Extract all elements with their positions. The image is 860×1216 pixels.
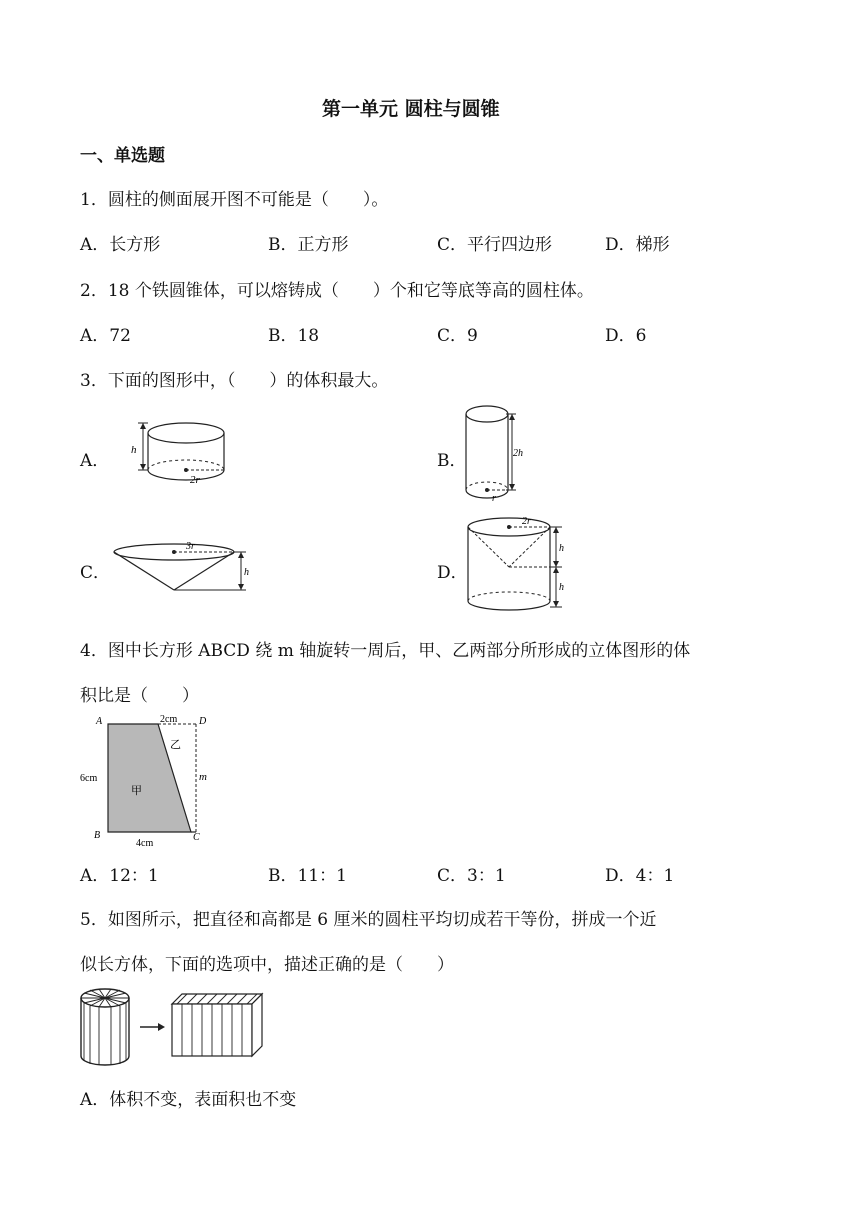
fig-b-r-label: r (492, 493, 496, 504)
q4-option-c[interactable]: C．3：1 (437, 866, 506, 886)
fig-c-r-label: 3r (186, 541, 195, 552)
q2-option-a[interactable]: A．72 (80, 326, 131, 346)
q5-option-a[interactable]: A．体积不变，表面积也不变 (80, 1090, 297, 1110)
q4-label-b: B (94, 830, 101, 841)
q4-label-c: C (193, 832, 200, 843)
question-5-stem-line1: 5．如图所示，把直径和高都是 6 厘米的圆柱平均切成若干等份，拼成一个近 (80, 910, 657, 930)
q1-option-d[interactable]: D．梯形 (605, 235, 670, 255)
q4-rectangle-figure (78, 712, 220, 848)
q1-option-c[interactable]: C．平行四边形 (437, 235, 553, 255)
q1-option-b[interactable]: B．正方形 (268, 235, 349, 255)
q4-option-b[interactable]: B．11：1 (268, 866, 347, 886)
q2-option-c[interactable]: C．9 (437, 326, 478, 346)
q3-figure-c-cone (108, 532, 278, 596)
q4-label-left: 6cm (80, 773, 98, 784)
q4-label-yi: 乙 (170, 739, 181, 751)
question-3-stem: 3．下面的图形中，（ ）的体积最大。 (80, 371, 389, 391)
q3-figure-d-cylinder-cone (462, 513, 592, 615)
q4-label-jia: 甲 (131, 785, 142, 797)
q1-option-a[interactable]: A．长方形 (80, 235, 161, 255)
fig-d-h2-label: h (559, 582, 564, 593)
q4-label-a: A (96, 716, 103, 727)
fig-a-h-label: h (131, 444, 137, 456)
fig-b-h-label: 2h (513, 448, 523, 459)
fig-d-h1-label: h (559, 543, 564, 554)
question-5-stem-line2: 似长方体，下面的选项中，描述正确的是（ ） (80, 955, 454, 975)
q4-label-bottom: 4cm (136, 838, 154, 848)
q3-option-a[interactable]: A． (80, 451, 110, 471)
question-4-stem-line2: 积比是（ ） (80, 686, 199, 706)
fig-c-h-label: h (244, 567, 249, 578)
q4-label-axis: m (199, 771, 207, 783)
section-heading: 一、单选题 (80, 146, 165, 166)
q3-option-c[interactable]: C． (80, 563, 111, 583)
q3-option-d[interactable]: D． (437, 563, 468, 583)
page-title: 第一单元 圆柱与圆锥 (322, 98, 500, 120)
question-2-stem: 2．18 个铁圆锥体，可以熔铸成（ ）个和它等底等高的圆柱体。 (80, 281, 594, 301)
question-4-stem-line1: 4．图中长方形 ABCD 绕 m 轴旋转一周后，甲、乙两部分所形成的立体图形的体 (80, 641, 691, 661)
q5-cylinder-to-cuboid-figure (76, 982, 276, 1068)
fig-a-r-label: 2r (190, 474, 200, 486)
q3-figure-a-cylinder (110, 415, 240, 487)
fig-d-r-label: 2r (522, 516, 531, 527)
q2-option-d[interactable]: D．6 (605, 326, 647, 346)
q2-option-b[interactable]: B．18 (268, 326, 320, 346)
q4-label-d: D (199, 716, 207, 727)
q4-label-top: 2cm (160, 714, 178, 725)
q3-option-b[interactable]: B． (437, 451, 467, 471)
q4-option-a[interactable]: A．12：1 (80, 866, 159, 886)
question-1-stem: 1．圆柱的侧面展开图不可能是（ ）。 (80, 190, 389, 210)
q3-figure-b-cylinder (460, 402, 540, 504)
q4-option-d[interactable]: D．4：1 (605, 866, 675, 886)
